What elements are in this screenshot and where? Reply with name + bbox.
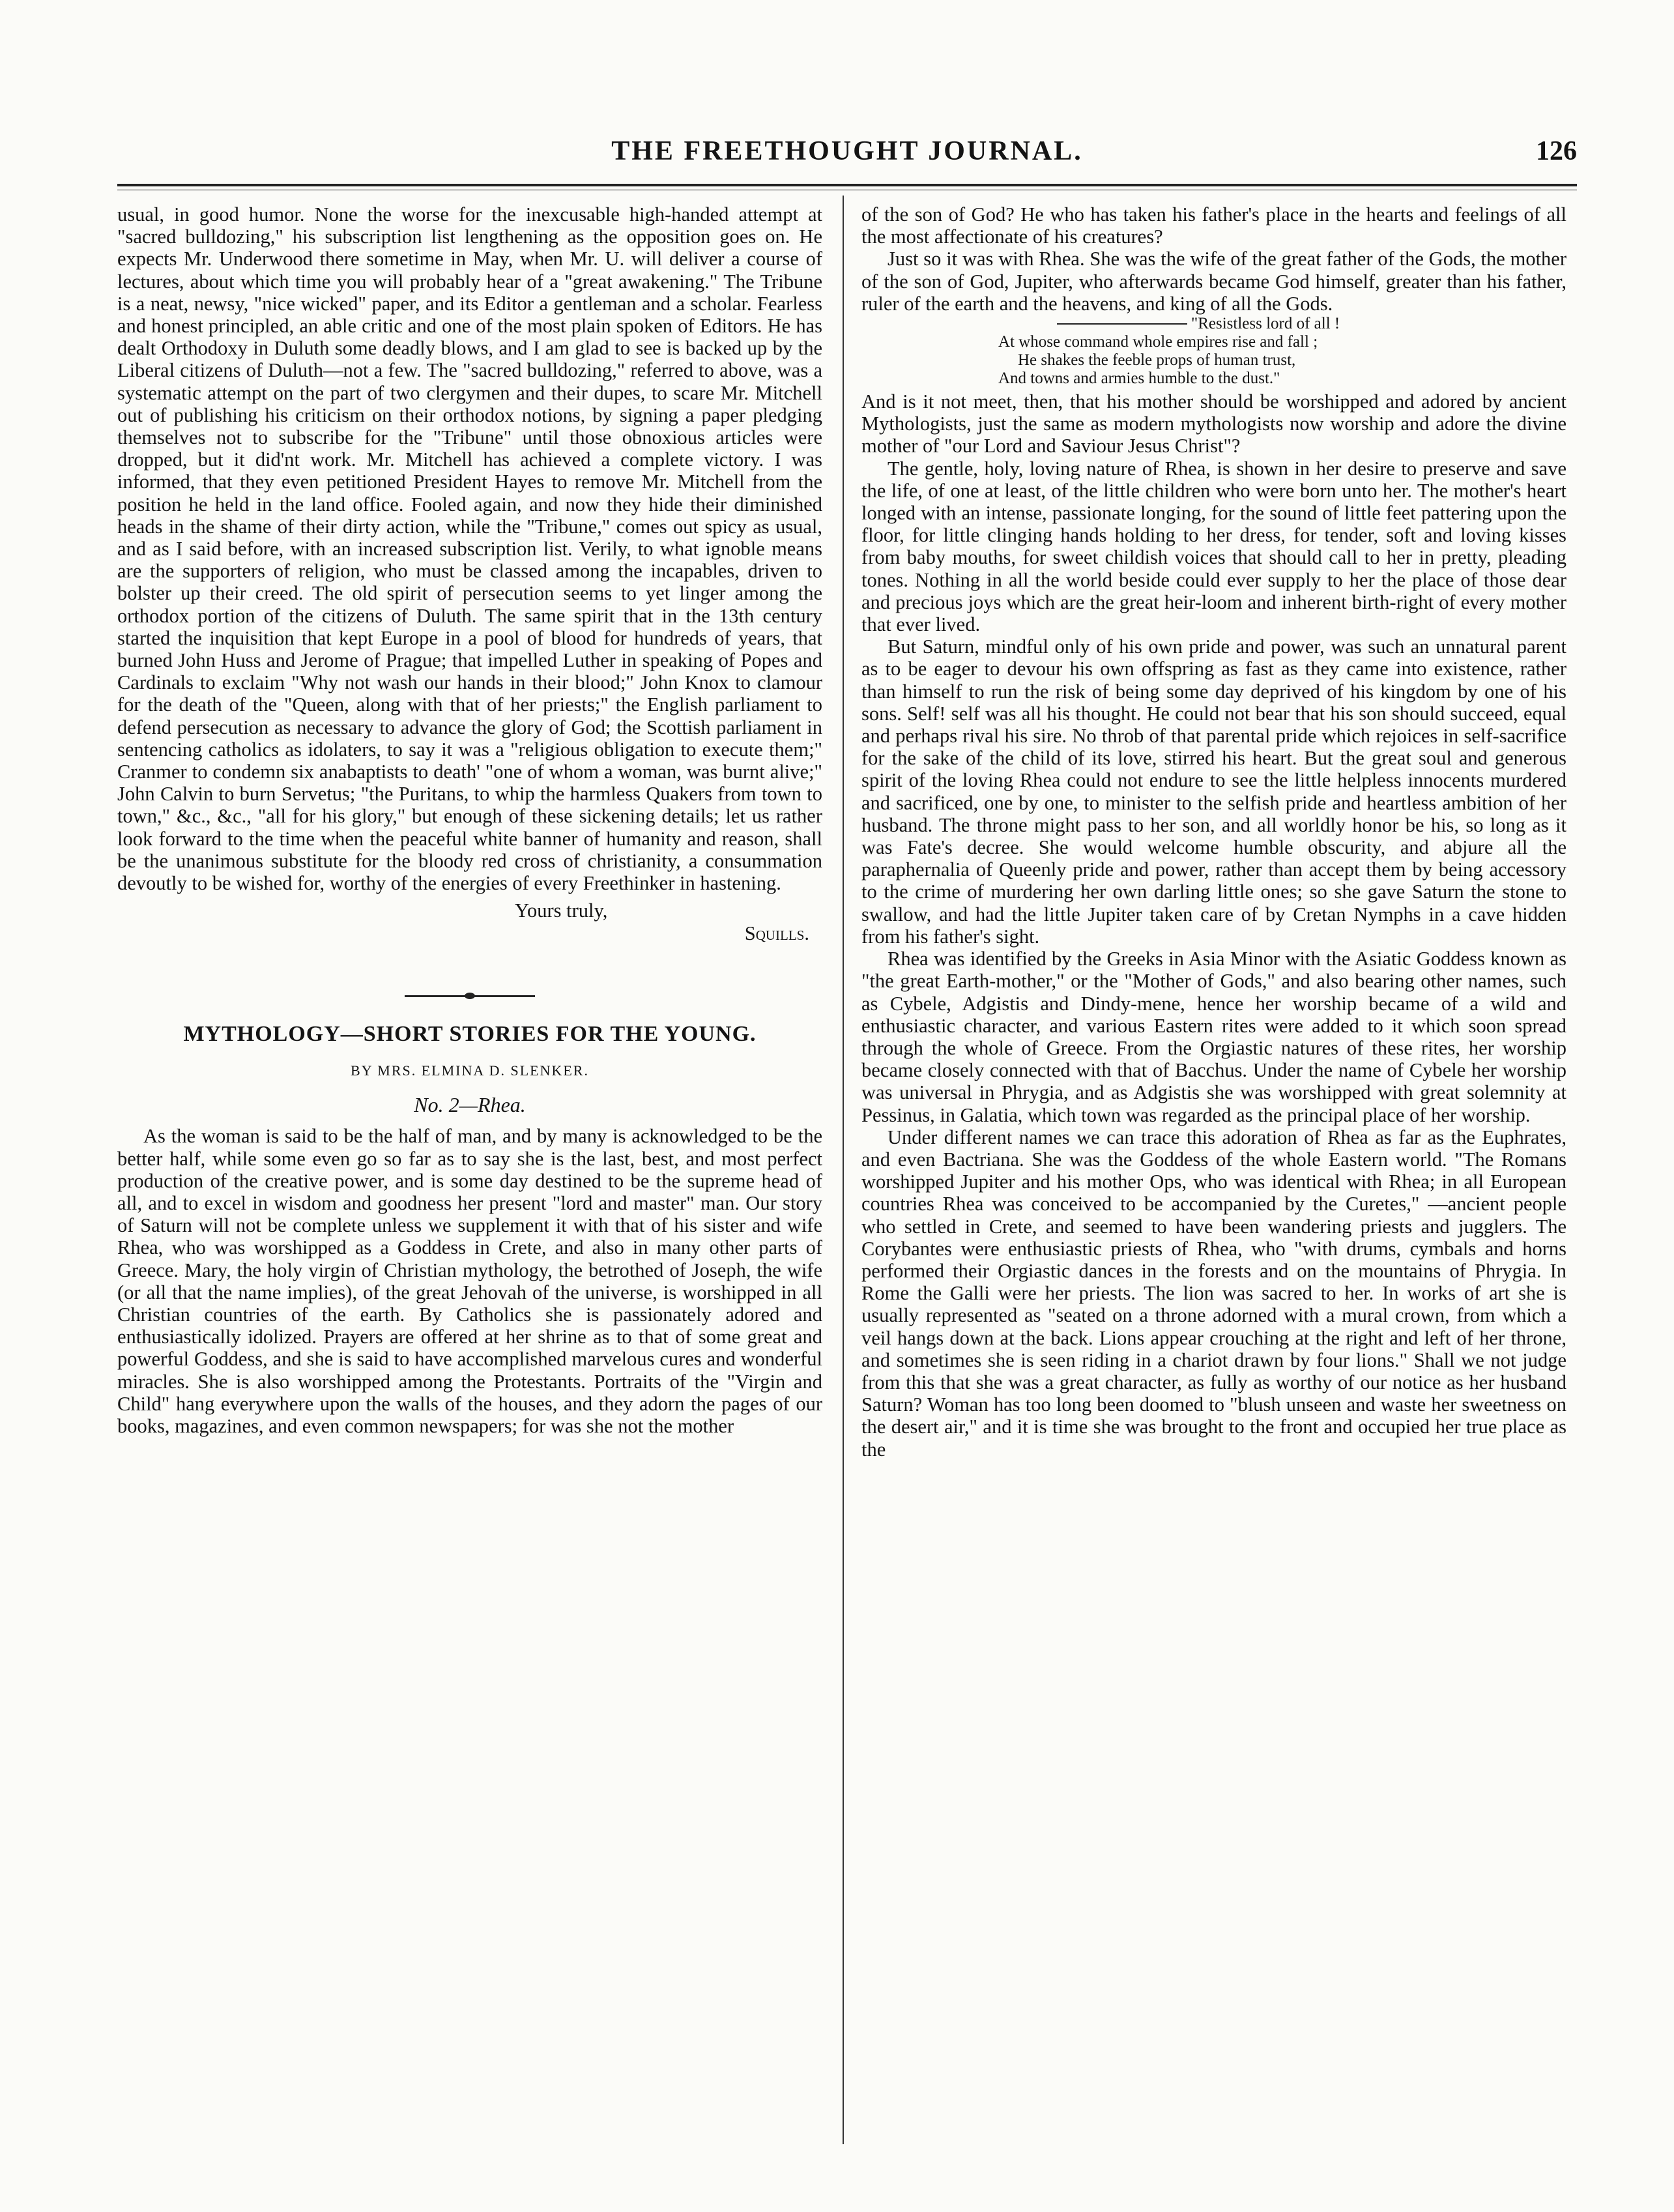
paragraph-7: Under different names we can trace this adoration of Rhea as far as the Euphrates, and even Bactriana. She was the Goddess of the whole Eastern world. "The Romans worshipped Jupiter and his mother Ops, who was identical with Rhea; in all European countries Rhea was conceived to be accompanied by the Curetes," —ancient people who settled in Crete, and seemed to have been wandering priests and jugglers. The Corybantes were enthusiastic priests of Rhea, who "with drums, cymbals and horns performed their Orgiastic dances in the forests and on the mountains of Phrygia. In Rome the Galli were her priests. The lion was sacred to her. In works of art she is usually represented as "seated on a throne adorned with a mural crown, from which a veil hangs down at the back. Lions appear crouching at the right and left of her throne, and sometimes she is seen riding in a chariot drawn by four lions." Shall we not judge from this that she was a great character, as fully as worthy of our notice as her husband Saturn? Woman has too long been doomed to "blush unseen and waste her sweetness on the desert air," and it is time she was brought to the front and occupied her true place as the — [861, 1126, 1566, 1461]
paragraph-4: The gentle, holy, loving nature of Rhea, is shown in her desire to preserve and save the life, of one at least, of the little children who were born unto her. The mother's heart longed with an intense, passionate longing, for the sound of little feet pattering upon the floor, for little clinging hands holding to her dress, for tender, soft and loving kisses from baby mouths, for sweet childish voices that should call to her in pretty, pleading tones. Nothing in all the world beside could ever supply to her the place of those dear and precious joys which are the great heir-loom and inherent birth-right of every mother that ever lived. — [861, 457, 1566, 636]
paragraph-2: Just so it was with Rhea. She was the wife of the great father of the Gods, the mother of the son of God, Jupiter, who afterwards became God himself, greater than his father, ruler of the earth and the heavens, and king of all the Gods. — [861, 248, 1566, 315]
letter-paragraph: usual, in good humor. None the worse for the inexcusable high-handed attempt at "sacred bulldozing," his subscription list lengthening as the opposition goes on. He expects Mr. Underwood there sometime in May, when Mr. U. will deliver a course of lectures, about which time you will probably hear of a "great awakening." The Tribune is a neat, newsy, "nice wicked" paper, and its Editor a gentleman and a scholar. Fearless and honest principled, an able critic and one of the most plain spoken of Editors. He has dealt Orthodoxy in Duluth some deadly blows, and I am glad to see is backed up by the Liberal citizens of Duluth—not a few. The "sacred bulldozing," referred to above, was a systematic attempt on the part of two clergymen and their dupes, to scare Mr. Mitchell out of publishing his criticism on their orthodox notions, by signing a paper pledging themselves not to subscribe for the "Tribune" until those obnoxious articles were dropped, but it did'nt work. Mr. Mitchell has achieved a complete victory. I was informed, that they even petitioned President Hayes to remove Mr. Mitchell from the position he held in the land office. Fooled again, and now they hide their diminished heads in the shame of their dirty action, while the "Tribune," comes out spicy as usual, and as I said before, with an increased subscription list. Verily, to what ignoble means are the supporters of religion, who must be classed among the incapables, driven to bolster up their creed. The old spirit of persecution seems to yet linger among the orthodox portion of the citizens of Duluth. The same spirit that in the 13th century started the inquisition that kept Europe in a pool of blood for hundreds of years, that burned John Huss and Jerome of Prague; that impelled Luther in speaking of Popes and Cardinals to exclaim "Why not wash our hands in their blood;" John Knox to clamour for the death of the "Queen, along with that of her priests;" the English parliament to defend persecution as necessary to advance the glory of God; the Scottish parliament in sentencing catholics as idolaters, to say it was a "religious obligation to execute them;" Cranmer to condemn six anabaptists to death' "one of whom a woman, was burnt alive;" John Calvin to burn Servetus; "the Puritans, to whip the harmless Quakers from town to town," &c., &c., "all for his glory," but enough of these sickening details; let us rather look forward to the time when the peaceful white banner of humanity and reason, shall be the unanimous substitute for the bloody red cross of christianity, a consummation devoutly to be wished for, worthy of the energies of every Freethinker in hastening. — [117, 203, 822, 895]
verse-line-4: And towns and armies humble to the dust." — [998, 370, 1280, 388]
page-header — [117, 136, 1577, 168]
article-byline: BY MRS. ELMINA D. SLENKER. — [351, 1062, 589, 1079]
right-column — [861, 203, 1566, 1461]
letter-signature: Squills. — [744, 922, 809, 944]
section-separator — [405, 995, 535, 997]
page-number: 126 — [1536, 136, 1577, 166]
paragraph-6: Rhea was identified by the Greeks in Asia Minor with the Asiatic Goddess known as "the great Earth-mother," or the "Mother of Gods," and also bearing other names, such as Cybele, Adgistis and Dindy-mene, hence her worship became of a wild and enthusiastic character, and various Eastern rites were added to it which soon spread through the whole of Greece. From the Orgiastic natures of these rites, her worship became closely connected with that of Bacchus. Under the name of Cybele her worship was universal in Phrygia, and as Adgistis she was worshipped with great solemnity at Pessinus, in Galatia, which town was regarded as the principal place of her worship. — [861, 948, 1566, 1126]
header-rule — [117, 184, 1577, 190]
verse-line-2: At whose command whole empires rise and fall ; — [998, 333, 1318, 351]
paragraph-3: And is it not meet, then, that his mother should be worshipped and adored by ancient Mythologists, just the same as modern mythologists now worship and adore the divine mother of "our Lord and Saviour Jesus Christ"? — [861, 390, 1566, 458]
verse-line-1-text: "Resistless lord of all ! — [1191, 315, 1340, 333]
paragraph-5: But Saturn, mindful only of his own pride and power, was such an unnatural parent as to be eager to devour his own offspring as fast as they came into existence, rather than himself to run the risk of being some day deprived of his kingdom by one of his sons. Self! self was all his thought. He could not bear that his son should succeed, equal and perhaps rival his sire. No throb of that parental pride which rejoices in self-sacrifice for the sake of the child of its love, stirred his heart. But the great soul and generous spirit of the loving Rhea could not endure to see the little helpless innocents murdered and sacrificed, one by one, to minister to the selfish pride and heartless ambition of her husband. The throne might pass to her son, and all worldly honor be his, so long as it was Fate's decree. She would welcome humble obscurity, and abjure all the paraphernalia of Queenly pride and power, rather than accept them by being accessory to the crime of murdering her own darling little ones; so she gave Saturn the stone to swallow, and had the little Jupiter taken care of by Cretan Nymphs in a cave hidden from his father's sight. — [861, 635, 1566, 948]
paragraph-1: of the son of God? He who has taken his father's place in the hearts and feelings of all the most affectionate of his creatures? — [861, 203, 1566, 248]
verse-line-3: He shakes the feeble props of human trust, — [1018, 351, 1296, 370]
left-column — [117, 203, 822, 1437]
verse-line-1 — [861, 315, 1566, 333]
journal-title: THE FREETHOUGHT JOURNAL. — [611, 136, 1083, 166]
verse-dash — [1057, 323, 1187, 325]
column-divider — [843, 196, 844, 2144]
article-title: MYTHOLOGY—SHORT STORIES FOR THE YOUNG. — [183, 1021, 757, 1046]
letter-closing: Yours truly, — [515, 899, 608, 922]
article-number: No. 2—Rhea. — [414, 1093, 526, 1117]
letter-signoff — [117, 899, 822, 944]
article-paragraph: As the woman is said to be the half of man, and by many is acknowledged to be the better half, while some even go so far as to say she is the last, best, and most perfect production of the creative power, and is some day destined to be the supreme head of all, and to excel in wisdom and goodness her present "lord and master" man. Our story of Saturn will not be complete unless we supplement it with that of his sister and wife Rhea, who was worshipped as a Goddess in Crete, and also in many other parts of Greece. Mary, the holy virgin of Christian mythology, the betrothed of Joseph, the wife (or all that the name implies), of the great Jehovah of the universe, is worshipped in all Christian countries of the earth. By Catholics she is passionately adored and enthusiastically idolized. Prayers are offered at her shrine as to that of some great and powerful Goddess, and she is said to have accomplished marvelous cures and wonderful miracles. She is also worshipped among the Protestants. Portraits of the "Virgin and Child" hang everywhere upon the walls of the houses, and they adorn the pages of our books, magazines, and even common newspapers; for was she not the mother — [117, 1125, 822, 1437]
verse-quote — [861, 315, 1566, 388]
